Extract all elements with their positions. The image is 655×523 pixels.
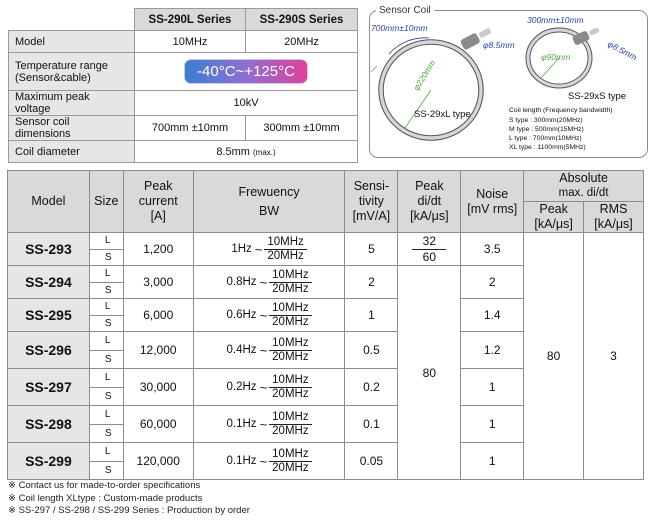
header-line: Absolute	[559, 171, 608, 185]
small-coil-cable-label: φ8.5mm	[606, 38, 639, 63]
size-cell	[89, 369, 123, 406]
header-line: [mV/A]	[352, 209, 391, 223]
noise-cell: 2	[461, 266, 524, 299]
header-line: Frewuency	[238, 184, 300, 199]
noise-cell: 1	[461, 406, 524, 443]
bw-high-s: 20MHz	[267, 249, 304, 262]
header-noise	[461, 171, 524, 233]
model-cell: SS-299	[8, 443, 90, 480]
spec-value: 700mm ±10mm	[135, 116, 246, 141]
sensitivity-cell: 0.5	[345, 332, 398, 369]
header-model: Model	[8, 171, 90, 233]
spec-row-model	[9, 31, 358, 53]
noise-cell: 1	[461, 369, 524, 406]
bw-tilde: ~	[259, 379, 268, 395]
header-line: [kA/μs]	[594, 217, 633, 231]
size-cell	[89, 266, 123, 299]
spec-label: Coil diameter	[9, 141, 135, 163]
spec-value: 300mm ±10mm	[246, 116, 358, 141]
peak-current-cell: 120,000	[123, 443, 193, 480]
header-line: tivity	[358, 194, 384, 208]
coil-length-item: XL type : 1100mm(5MHz)	[509, 144, 586, 151]
spec-value	[135, 141, 358, 163]
bw-low: 0.4Hz	[226, 344, 257, 356]
frequency-bw-cell	[193, 406, 345, 443]
header-line: RMS	[599, 202, 628, 216]
small-coil-type-label: SS-29xS type	[568, 91, 627, 102]
spec-label: Maximum peak voltage	[9, 91, 135, 116]
sensitivity-cell: 2	[345, 266, 398, 299]
sensor-coil-title: Sensor Coil	[376, 5, 434, 16]
header-frequency-bw	[193, 171, 345, 233]
header-peak-didt	[398, 171, 461, 233]
peak-didt-merged-cell: 80	[398, 266, 461, 480]
coil-length-item: L type : 700mm(10MHz)	[509, 135, 582, 142]
peak-didt-cell	[398, 233, 461, 266]
sensitivity-cell: 0.05	[345, 443, 398, 480]
spec-value	[135, 53, 358, 91]
temperature-range-badge: -40°C~+125°C	[184, 59, 308, 84]
size-s: S	[90, 387, 123, 405]
size-cell	[89, 406, 123, 443]
frequency-bw-cell	[193, 332, 345, 369]
size-s: S	[90, 282, 123, 298]
bw-high-s: 20MHz	[272, 461, 309, 474]
spec-column-s: SS-290S Series	[246, 9, 358, 31]
spec-row-coil-diameter	[9, 141, 358, 163]
header-line: di/dt	[417, 194, 442, 208]
header-size: Size	[89, 171, 123, 233]
size-l: L	[104, 446, 111, 457]
size-l: L	[104, 301, 111, 312]
header-abs-peak	[524, 202, 584, 233]
model-cell: SS-296	[8, 332, 90, 369]
header-row-top	[8, 171, 644, 202]
large-coil-dimension-tick	[371, 66, 377, 72]
model-cell: SS-298	[8, 406, 90, 443]
peak-current-cell: 60,000	[123, 406, 193, 443]
model-cell: SS-295	[8, 299, 90, 332]
footnote: ※ SS-297 / SS-298 / SS-299 Series : Production by order	[8, 505, 250, 516]
bw-high-s: 20MHz	[272, 387, 309, 400]
header-line: max. di/dt	[558, 187, 609, 199]
spec-label-line: (Sensor&cable)	[15, 71, 91, 84]
abs-peak-cell: 80	[524, 233, 584, 480]
header-line: Peak	[539, 202, 568, 216]
peak-current-cell: 1,200	[123, 233, 193, 266]
sensor-coil-diagram	[369, 10, 648, 158]
peak-current-cell: 6,000	[123, 299, 193, 332]
spec-row-voltage	[9, 91, 358, 116]
large-coil-illustration	[371, 28, 492, 138]
size-l: L	[104, 268, 111, 279]
bw-high-l: 10MHz	[269, 448, 311, 462]
bw-low: 1Hz	[231, 243, 252, 255]
size-cell	[89, 443, 123, 480]
small-coil-connector-tip	[589, 27, 600, 36]
bw-tilde: ~	[259, 416, 268, 432]
sensitivity-cell: 1	[345, 299, 398, 332]
size-l: L	[104, 372, 111, 383]
bw-low: 0.2Hz	[226, 381, 257, 393]
header-peak-current	[123, 171, 193, 233]
bw-tilde: ~	[259, 274, 268, 290]
peak-didt-l: 32	[422, 233, 437, 248]
coil-length-item: S type : 300mm(20MHz)	[509, 117, 583, 124]
spec-corner-cell	[9, 9, 135, 31]
header-sensitivity	[345, 171, 398, 233]
header-line: Noise	[476, 186, 509, 201]
size-cell	[89, 299, 123, 332]
footnote: ※ Coil length XLtype : Custom-made products	[8, 492, 203, 504]
model-cell: SS-294	[8, 266, 90, 299]
header-line: [mV rms]	[467, 201, 518, 216]
spec-header-row	[9, 9, 358, 31]
model-cell: SS-297	[8, 369, 90, 406]
size-l: L	[104, 235, 111, 246]
large-coil-type-label: SS-29xL type	[414, 109, 471, 120]
model-spec-table	[7, 170, 644, 480]
table-row	[8, 233, 644, 266]
spec-label: Model	[9, 31, 135, 53]
noise-cell: 1.4	[461, 299, 524, 332]
spec-label	[9, 53, 135, 91]
small-coil-diameter-label: φ90mm	[541, 52, 571, 62]
spec-value: 20MHz	[246, 31, 358, 53]
bw-low: 0.1Hz	[226, 418, 257, 430]
header-line: [A]	[150, 209, 166, 223]
spec-row-coil-dimensions	[9, 116, 358, 141]
noise-cell: 1.2	[461, 332, 524, 369]
frequency-bw-cell	[193, 233, 345, 266]
bw-tilde: ~	[259, 453, 268, 469]
size-s: S	[90, 461, 123, 479]
bw-high-l: 10MHz	[269, 411, 311, 425]
bw-low: 0.6Hz	[226, 309, 257, 321]
noise-cell: 3.5	[461, 233, 524, 266]
spec-row-temperature	[9, 53, 358, 91]
peak-current-cell: 12,000	[123, 332, 193, 369]
model-cell: SS-293	[8, 233, 90, 266]
header-line: Peak	[415, 179, 444, 193]
bw-low: 0.1Hz	[226, 455, 257, 467]
size-s: S	[90, 249, 123, 265]
footnotes	[8, 480, 250, 518]
frequency-bw-cell	[193, 443, 345, 480]
header-line: [kA/μs]	[410, 209, 449, 223]
header-line: BW	[258, 203, 280, 218]
size-cell	[89, 233, 123, 266]
bw-high-s: 20MHz	[272, 424, 309, 437]
peak-current-cell: 3,000	[123, 266, 193, 299]
size-s: S	[90, 315, 123, 331]
bw-low: 0.8Hz	[226, 276, 257, 288]
footnote: ※ Contact us for made-to-order specifications	[8, 480, 201, 491]
coil-diameter-note: (max.)	[253, 147, 276, 157]
frequency-bw-cell	[193, 369, 345, 406]
series-spec-table	[8, 8, 358, 163]
spec-value: 10kV	[135, 91, 358, 116]
bw-tilde: ~	[259, 307, 268, 323]
frequency-bw-cell	[193, 299, 345, 332]
small-coil-length-label: 300mm±10mm	[527, 15, 584, 25]
large-coil-connector-tip	[478, 28, 491, 39]
coil-length-item: M type : 500mm(15MHz)	[509, 126, 584, 133]
peak-current-cell: 30,000	[123, 369, 193, 406]
abs-rms-cell: 3	[584, 233, 644, 480]
large-coil-diameter-label: φ220mm	[411, 58, 438, 93]
header-abs-rms	[584, 202, 644, 233]
bw-high-l: 10MHz	[264, 236, 306, 250]
spec-label-line: Temperature range	[15, 59, 108, 72]
size-s: S	[90, 350, 123, 368]
coil-length-heading: Coil length (Frequency bandwidth)	[509, 107, 613, 114]
spec-label: Sensor coil dimensions	[9, 116, 135, 141]
header-line: [kA/μs]	[534, 217, 573, 231]
bw-high-l: 10MHz	[269, 374, 311, 388]
spec-value: 10MHz	[135, 31, 246, 53]
bw-tilde: ~	[254, 241, 263, 257]
header-line: Peak	[143, 179, 173, 193]
spec-column-l: SS-290L Series	[135, 9, 246, 31]
size-s: S	[90, 424, 123, 442]
bw-high-s: 20MHz	[272, 282, 309, 295]
large-coil-cable-label: φ8.5mm	[483, 40, 515, 50]
sensitivity-cell: 0.1	[345, 406, 398, 443]
size-cell	[89, 332, 123, 369]
frequency-bw-cell	[193, 266, 345, 299]
sensitivity-cell: 0.2	[345, 369, 398, 406]
coil-diameter-value: 8.5mm	[216, 145, 250, 158]
header-absolute	[524, 171, 644, 202]
bw-high-l: 10MHz	[269, 269, 311, 283]
peak-didt-s: 60	[412, 249, 446, 265]
bw-high-l: 10MHz	[269, 337, 311, 351]
bw-high-l: 10MHz	[269, 302, 311, 316]
bw-tilde: ~	[259, 342, 268, 358]
noise-cell: 1	[461, 443, 524, 480]
header-line: Sensi-	[353, 179, 390, 193]
large-coil-length-label: 700mm±10mm	[371, 23, 428, 33]
header-line: current	[138, 194, 178, 208]
sensitivity-cell: 5	[345, 233, 398, 266]
bw-high-s: 20MHz	[272, 350, 309, 363]
size-l: L	[104, 335, 111, 346]
size-l: L	[104, 409, 111, 420]
large-coil-connector	[460, 32, 481, 50]
bw-high-s: 20MHz	[272, 315, 309, 328]
